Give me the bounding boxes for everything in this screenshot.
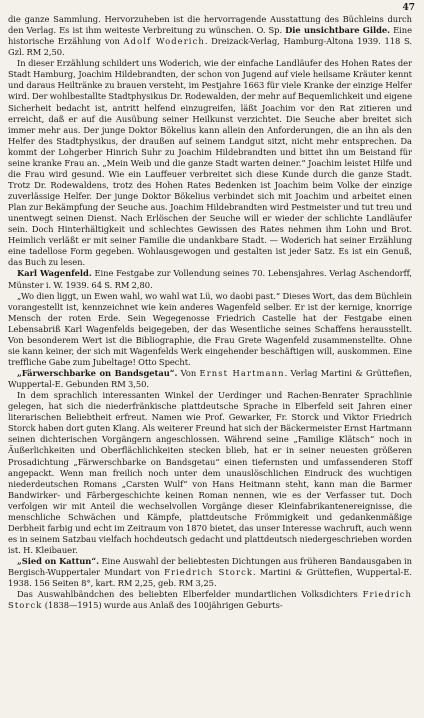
paragraph-text: Eine Auswahl der beliebtesten Dichtungen aus früheren Bandausgaben in Bergisch-Wuppertaler Mundart von [8, 556, 412, 578]
paragraph-text: Eine historische Erzählung von [8, 25, 412, 47]
paragraph [8, 58, 412, 268]
author-name: Adolf Woderich [123, 36, 205, 47]
paragraph [8, 589, 412, 611]
paragraph [8, 390, 412, 556]
author-name: Ernst Hartmann [199, 368, 285, 378]
paragraph-text: . Dreizack-Verlag, Hamburg-Altona 1939. 118 S. Gzl. RM 2,50. [8, 36, 412, 58]
paragraph-text: (1838—1915) wurde aus Anlaß des 100jährigen Geburts- [42, 600, 283, 611]
paragraph [8, 291, 412, 368]
review-title: Die unsichtbare Gilde. [285, 25, 391, 36]
article-text [8, 14, 412, 611]
review-title: Karl Wagenfeld. [17, 268, 92, 279]
author-name: Friedrich Storck [8, 589, 412, 611]
review-title: „Sied on Kattun“. [17, 556, 99, 567]
paragraph [8, 368, 412, 390]
paragraph-text: . Verlag Martini & Grüttefien, Wuppertal-E. Gebunden RM 3,50. [8, 368, 412, 390]
paragraph [8, 556, 412, 589]
paragraph-text: Eine Festgabe zur Vollendung seines 70. Lebensjahres. Verlag Aschendorff, Münster i. W. 1939. 64 S. RM 2,80. [8, 268, 412, 290]
review-title: „Färwerschbarke on Bandsgetau“. [17, 368, 178, 378]
paragraph-text: Von [177, 368, 200, 378]
page-number: 47 [402, 3, 415, 13]
paragraph-text: die ganze Sammlung. Hervorzuheben ist die hervorragende Ausstattung des Büchleins durch den Verlag. Es ist ihm weiteste Verbreitung zu wünschen. O. Sp. [8, 14, 412, 36]
paragraph-text: . Martini & Grüttefien, Wuppertal-E. 1938. 156 Seiten 8°, kart. RM 2,25, geb. RM 3,25. [8, 567, 412, 589]
paragraph-text: In dieser Erzählung schildert uns Woderich, wie der einfache Landläufer des Hohen Rates der Stadt Hamburg, Joachim Hildebrandten, der schon von Jugend auf viele heilsame Kräuter kennt und daraus Heiltränke zu brauen versteht, im Pestjahre 1663 für viele Kranke der einzige Helfer wird. Der wohlbestallte Stadtphysikus Dr. Rodewalden, der mehr auf Bequemlichkeit und eigene Sicherheit bedacht ist, antritt helfend einzugreifen, läßt Joachim vor den Rat zitieren und erreicht, daß er auf die Ausübung seiner Heilkunst verzichtet. Die Seuche aber breitet sich immer mehr aus. Der junge Doktor Bökelius kann allein den Anforderungen, die an ihn als den Helfer des Stadtphysikus, der draußen auf seinem Landgut sitzt, nicht mehr entsprechen. Da kommt der Lohgerber Hinrich Suhr zu Joachim Hildebrandten und bittet ihn um Beistand für seine kranke Frau an. „Mein Weib und die ganze Stadt warten deiner.“ Joachim leistet Hilfe und die Frau wird gesund. Wie ein Lauffeuer verbreitet sich diese Kunde durch die ganze Stadt. Trotz Dr. Rodewaldens, trotz des Hohen Rates Bedenken ist Joachim beim Volke der einzige zuverlässige Helfer. Der junge Doktor Bökelius verbindet sich mit Joachim und arbeitet einen Plan zur Bekämpfung der Seuche aus. Joachim Hildebrandten wird Pestmeister und tut treu und unentwegt seinen Dienst. Nach Erlöschen der Seuche will er wieder der schlichte Landläufer sein. Doch Hinterhältigkeit und schlechtes Gewissen des Rates nehmen ihm Lohn und Brot. Heimlich verläßt er mit seiner Familie die undankbare Stadt. — Woderich hat seiner Erzählung eine tadellose Form gegeben. Wohlausgewogen und gestalten ist jeder Satz. Es ist ein Genuß, das Buch zu lesen. [8, 58, 412, 268]
paragraph-text: Das Auswahlbändchen des beliebten Elberfelder mundartlichen Volksdichters [17, 589, 363, 600]
paragraph [8, 14, 412, 58]
author-name: Friedrich Storck [164, 567, 254, 578]
paragraph [8, 268, 412, 290]
paragraph-text: „Wo dien liggt, un Ewen wahl, wo wahl wat Lü, wo daobi past.“ Dieses Wort, das dem Büchlein vorangestellt ist, kennzeichnet wie kein anderes Wagenfeld selber. Er ist der kernige, knorrige Mensch der roten Erde. Sein Wegegenosse Friedrich Castelle hat der Festgabe einen Lebensabriß Karl Wagenfelds beigegeben, der das Wesentliche seines Schaffens herausstellt. Von besonderem Wert ist die Bibliographie, die Frau Grete Wagenfeld zusammenstellte. Ohne sie kann keiner, der sich mit Wagenfelds Werk eingehender beschäftigen will, auskommen. Eine treffliche Gabe zum Jubeltage! Otto Specht. [8, 290, 412, 367]
paragraph-text: In dem sprachlich interessanten Winkel der Uerdinger und Rachen-Benrater Sprachlinie gelegen, hat sich die niederfränkische plattdeutsche Sprache in Elberfeld seit Jahren einer literarischen Beliebtheit erfreut. Namen wie Prof. Gewarker, Fr. Storck und Viktor Friedrich Storck haben dort guten Klang. Als weiterer Freund hat sich der Bäckermeister Ernst Hartmann seinen dichterischen Vorgängern angeschlossen. Während seine „Familige Klätsch“ noch in Äußerlichkeiten und Oberflächlichkeiten stecken blieb, hat er in seiner neuesten größeren Prosadichtung „Färwerschbarke on Bandsgetau“ einen tiefernsten und umfassenderen Stoff angepackt. Wenn man freilich noch unter dem unauslöschlichen Eindruck des wuchtigen niederdeutschen Romans „Carsten Wulf“ von Hans Heitmann steht, kann man die Barmer Bandwirker- und Färbergeschichte keinen Roman nennen, wie es der Verfasser tut. Doch verfolgen wir mit Anteil die wechselvollen Vorgänge dieser Kleinfabrikantenereignisse, die menschliche Schwächen und Kämpfe, plattdeutsche Frömmigkeit und gedankenmäßige Derbheit farbig und echt im Zeitraum von 1870 bietet, das unser Interesse wachruft, auch wenn es in seinem Satzbau vielfach hochdeutsch gedacht und plattdeutsch niedergeschrieben worden ist. H. Kleibauer. [8, 390, 412, 555]
